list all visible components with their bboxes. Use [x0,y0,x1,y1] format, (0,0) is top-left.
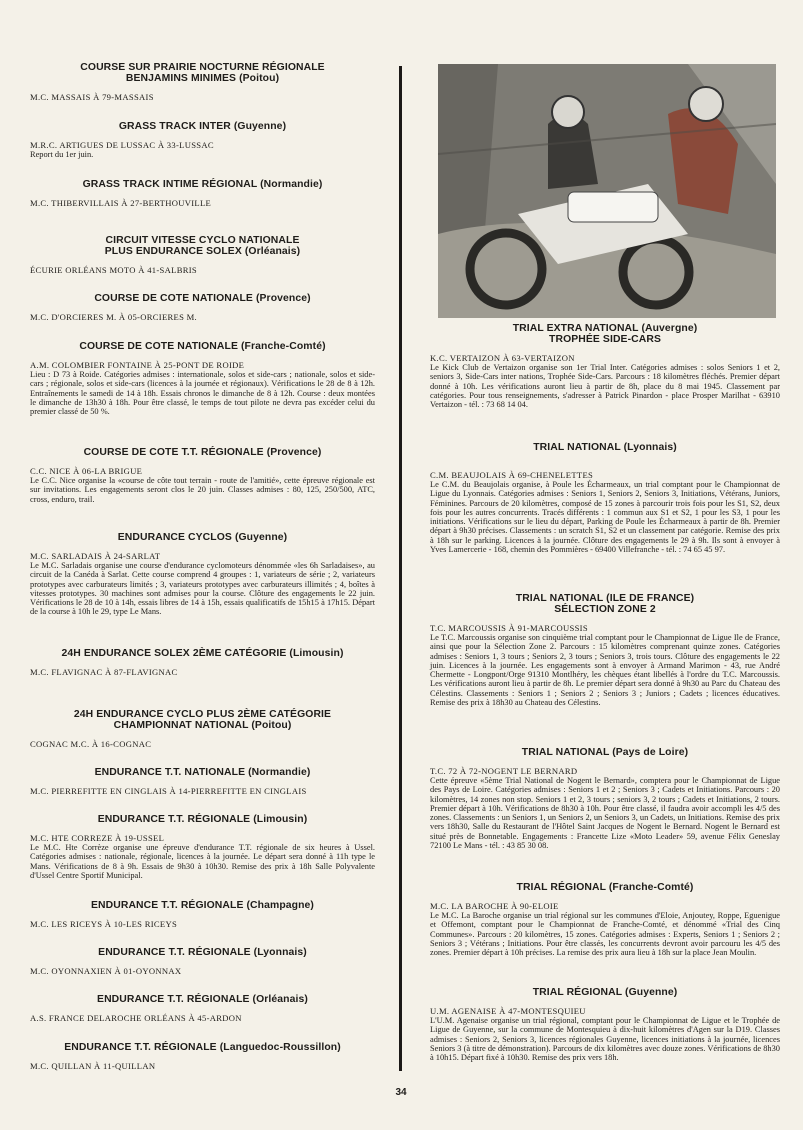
event-block [30,648,375,677]
event-organizer: M.C. OYONNAXIEN À 01-OYONNAX [30,966,182,976]
event-title: TRIAL RÉGIONAL (Guyenne) [532,987,678,998]
event-title: ENDURANCE T.T. RÉGIONALE (Champagne) [91,900,314,911]
sidecar-photo-illustration [438,64,776,318]
event-description: Lieu : D 73 à Roide. Catégories admises : internationale, solos et side-cars ; nationale, solos et side-cars ; régionale, solos et side-cars (licences à la journée et régionaux). Vérifications le 28 de 8 à 12h. Entraînements le samedi de 14 à 18h. Essais chronos le dimanche de 8 à 12h. Course : deux montées le dimanche de 13h30 à 18h. Pour être classé, le temps de tout pilote ne devra pas excéder celui du premier classé de 50 %. [30,370,375,417]
event-title: ENDURANCE T.T. RÉGIONALE (Limousin) [97,814,308,825]
sidecar-trial-photo [438,64,776,318]
event-block [30,900,375,929]
event-organizer: A.M. COLOMBIER FONTAINE À 25-PONT DE ROIDE [30,360,245,370]
event-block [30,341,375,416]
event-block [30,814,375,880]
event-title: ENDURANCE T.T. RÉGIONALE (Languedoc-Roussillon) [64,1042,341,1053]
event-block [430,747,780,850]
event-description: Le Kick Club de Vertaizon organise son 1er Trial Inter. Catégories admises : solos Seniors 1 et 2, seniors 3, Side-Cars inter nations, Trophée Side-Cars. Parcours : 18 kilomètres fléchés. Premier départ donné à 10h. Les vérifications auront lieu à partir de 8h, place du 8 mai 1945. Classement par catégories. Pour tous renseignements, s'adresser à Patrick Pinardon - place Prosper Marilhat - 63910 Vertaizon - tél. : 73 68 14 04. [430,363,780,410]
event-title: 24H ENDURANCE CYCLO PLUS 2ÈME CATÉGORIE [73,709,332,720]
event-organizer: A.S. FRANCE DELAROCHE ORLÉANS À 45-ARDON [30,1013,242,1023]
event-title: ENDURANCE CYCLOS (Guyenne) [117,532,288,543]
event-description: Le C.M. du Beaujolais organise, à Poule les Écharmeaux, un trial comptant pour le Championnat de Ligue du Lyonnais. Catégories admises : Seniors 1, Seniors 2, Seniors 3, Initiations, Vétérans, Juniors, Féminines. Parcours de 20 kilomètres, composé de 15 zones à parcourir trois fois pour les S1, S2, deux fois pour les autres concurrents. Tracés différents : 1 commun aux S1 et S2, 1 pour les S3, 1 pour les initiations. Vérifications sur le lieu du départ, Parking de Poule les Écharmeaux à partir de 8h. Premier départ à 9h30 précises. Classements : un scratch S1, S2 et un classement par catégorie. Remise des prix à 18h sur le parking. Licences à la journée. Clôture des engagements le 29 à 9h. Ils sont à envoyer à Yves Lamercerie - 168, chemin des Pommières - 69400 Villefranche - tél. : 74 65 45 97. [430,480,780,555]
event-block [430,593,780,707]
event-title: TRIAL NATIONAL (Lyonnais) [533,442,677,453]
event-organizer: M.C. LES RICEYS À 10-LES RICEYS [30,919,178,929]
event-title: ENDURANCE T.T. RÉGIONALE (Lyonnais) [98,947,307,958]
event-title: CIRCUIT VITESSE CYCLO NATIONALE [105,235,300,246]
event-organizer: M.C. PIERREFITTE EN CINGLAIS À 14-PIERREFITTE EN CINGLAIS [30,786,307,796]
event-title: ENDURANCE T.T. NATIONALE (Normandie) [94,767,311,778]
event-block [30,293,375,322]
event-block [30,947,375,976]
event-title: GRASS TRACK INTER (Guyenne) [118,121,287,132]
event-block [30,994,375,1023]
event-block [30,532,375,617]
event-block [30,62,375,102]
event-title: TRIAL NATIONAL (Pays de Loire) [521,747,689,758]
event-organizer: M.C. SARLADAIS À 24-SARLAT [30,551,161,561]
event-title: COURSE DE COTE NATIONALE (Provence) [94,293,311,304]
event-organizer: ÉCURIE ORLÉANS MOTO À 41-SALBRIS [30,265,198,275]
event-block [30,767,375,796]
column-divider [399,66,402,1071]
event-organizer: U.M. AGENAISE À 47-MONTESQUIEU [430,1006,586,1016]
event-title: COURSE SUR PRAIRIE NOCTURNE RÉGIONALE [80,62,325,73]
event-title: COURSE DE COTE NATIONALE (Franche-Comté) [79,341,326,352]
event-description: Le M.C. Hte Corrèze organise une épreuve d'endurance T.T. régionale de six heures à Ussel. Catégories admises : nationale, régionale, licences à la journée. Le départ sera donné à 11h type le Mans. Vérifications de 8 à 9h. Essais de 9h30 à 10h30. Remise des prix à 18h Salle Polyvalente d'Ussel Centre Sportif Municipal. [30,843,375,880]
event-title: ENDURANCE T.T. RÉGIONALE (Orléanais) [97,994,308,1005]
event-description: Le M.C. Sarladais organise une course d'endurance cyclomoteurs dénommée «les 6h Sarladaises», au circuit de la Canéda à Sarlat. Cette course comprend 4 groupes : 1, variateurs de série ; 2, variateurs prototypes avec carburateurs limités ; 3, variateurs prototypes avec carburateurs illimités ; 4, boîtes à vitesses prototypes. 30 machines sont admises pour la course. Clôture des engagements le 22 juin. Vérifications le 28 de 10 à 14h, essais libres de 14 à 15h, essais qualificatifs de 15h15 à 17h15. Départ de la course à 10h le 29, type Le Mans. [30,561,375,617]
event-organizer: K.C. VERTAIZON À 63-VERTAIZON [430,353,575,363]
event-organizer: M.C. MASSAIS À 79-MASSAIS [30,92,154,102]
event-organizer: T.C. 72 À 72-NOGENT LE BERNARD [430,766,578,776]
event-description: Le M.C. La Baroche organise un trial régional sur les communes d'Eloie, Anjoutey, Roppe, Eguenigue et Offemont, comptant pour le Championnat de Franche-Comté, et dénommé «Trial des Cinq Communes». Parcours : 20 kilomètres, 15 zones. Catégories admises : Experts, Seniors 1 ; Seniors 2 ; Seniors 3 ; Vétérans ; Initiations. Pour être classés, les concurrents devront avoir parcouru les 4/5 des zones. Premier départ à 10h précises. La remise des prix aura lieu à 18h sur la place Jean Moulin. [430,911,780,958]
event-description: Le T.C. Marcoussis organise son cinquième trial comptant pour le Championnat de Ligue Ile de France, ainsi que pour la Sélection Zone 2. Parcours : 15 kilomètres comprenant quinze zones. Catégories admises : Seniors 1, 3 tours ; Seniors 2, 3 tours ; Seniors 3, trois tours. Clôture des engagements le 22 juin. Licences à la journée. Les engagements sont à envoyer à Armand Marimon - 43, rue André Chermette - Longpont/Orge 91310 Montlhéry, les chèques étant libellés à l'ordre du T.C. Marcoussis. Les vérifications auront lieu à partir de 8h. Le premier départ sera donné à 9h30 au Parc du Chateau des Célestins. Classements : Seniors 1 ; Seniors 2 ; Seniors 3 ; Juniors ; Cadets ; licences éducatives. Remise des prix à 18h30 au Chateau des Célestins. [430,633,780,708]
event-organizer: T.C. MARCOUSSIS À 91-MARCOUSSIS [430,623,588,633]
event-block [30,179,375,208]
event-block [430,987,780,1062]
event-organizer: COGNAC M.C. À 16-COGNAC [30,739,152,749]
event-organizer: M.C. THIBERVILLAIS À 27-BERTHOUVILLE [30,198,212,208]
event-title-line2: BENJAMINS MINIMES (Poitou) [125,73,280,84]
event-block [30,709,375,749]
event-organizer: C.C. NICE À 06-LA BRIGUE [30,466,143,476]
event-block [430,442,780,554]
event-title: TRIAL RÉGIONAL (Franche-Comté) [516,882,694,893]
event-description: L'U.M. Agenaise organise un trial régional, comptant pour le Championnat de Ligue et le Trophée de Ligue de Guyenne, sur la commune de Montesquieu à dix-huit kilomètres d'Agen sur la D19. Classes admises : Seniors 2, Seniors 3, licences régionales Guyenne, licences initiations à la journée, licences Seniors 3 (à titre de démonstration). Parcours de dix kilomètres avec douze zones. Vérifications de 8h30 à 10h15. Départ fixé à 10h30. Remise des prix vers 18h. [430,1016,780,1063]
event-organizer: M.C. HTE CORREZE À 19-USSEL [30,833,165,843]
event-block [30,121,375,159]
event-block [430,882,780,957]
event-title-line2: TROPHÉE SIDE-CARS [549,334,661,345]
event-organizer: C.M. BEAUJOLAIS À 69-CHENELETTES [430,470,594,480]
event-title-line2: PLUS ENDURANCE SOLEX (Orléanais) [104,246,301,257]
event-title-line2: SÉLECTION ZONE 2 [554,604,656,615]
event-organizer: M.C. D'ORCIERES M. À 05-ORCIERES M. [30,312,197,322]
event-organizer: M.C. LA BAROCHE À 90-ELOIE [430,901,559,911]
event-organizer: M.R.C. ARTIGUES DE LUSSAC À 33-LUSSAC [30,140,214,150]
event-title-line2: CHAMPIONNAT NATIONAL (Poitou) [113,720,292,731]
event-title: COURSE DE COTE T.T. RÉGIONALE (Provence) [83,447,322,458]
event-title: GRASS TRACK INTIME RÉGIONAL (Normandie) [82,179,323,190]
event-description: Le C.C. Nice organise la «course de côte tout terrain - route de l'amitié», cette épreuve régionale est sur invitations. Les engagements seront clos le 20 juin. Classes admises : 80, 125, 250/500, ATC, cross, enduro, trail. [30,476,375,504]
event-organizer: M.C. FLAVIGNAC À 87-FLAVIGNAC [30,667,178,677]
event-block [30,447,375,504]
event-block [430,323,780,409]
event-block [30,1042,375,1071]
event-title: TRIAL NATIONAL (ILE DE FRANCE) [515,593,695,604]
event-organizer: M.C. QUILLAN À 11-QUILLAN [30,1061,156,1071]
event-description: Report du 1er juin. [30,150,94,159]
event-title: TRIAL EXTRA NATIONAL (Auvergne) [512,323,698,334]
event-title: 24H ENDURANCE SOLEX 2ÈME CATÉGORIE (Limousin) [61,648,344,659]
page-number: 34 [395,1087,407,1098]
event-description: Cette épreuve «5ème Trial National de Nogent le Bernard», comptera pour le Championnat de Ligue des Pays de Loire. Catégories admises : Seniors 1 et 2 ; Seniors 3 ; Cadets et Initiations. Parcours : 20 kilomètres, 14 zones non stop. Seniors 1 et 2, 3 tours ; seniors 3, 2 tours ; Cadets et Initiations, 2 tours. Premier départ à 10h. Vérifications de 8h30 à 10h. Pour être classé, il faudra avoir accompli les 4/5 des zones. Classements : un Seniors 1, un Seniors 2, un Seniors 3, un Cadets, un Initiations. Remise des prix vers 18h30, Salle du Restaurant de l'Hôtel Saint Jacques de Nogent le Bernard. Nogent le Bernard est situé près de Bonnetable. Engagements : Francette Lize «Moto Leader» 59, avenue Félix Geneslay 72100 Le Mans - tél. : 43 85 30 08. [430,776,780,851]
event-block [30,235,375,275]
